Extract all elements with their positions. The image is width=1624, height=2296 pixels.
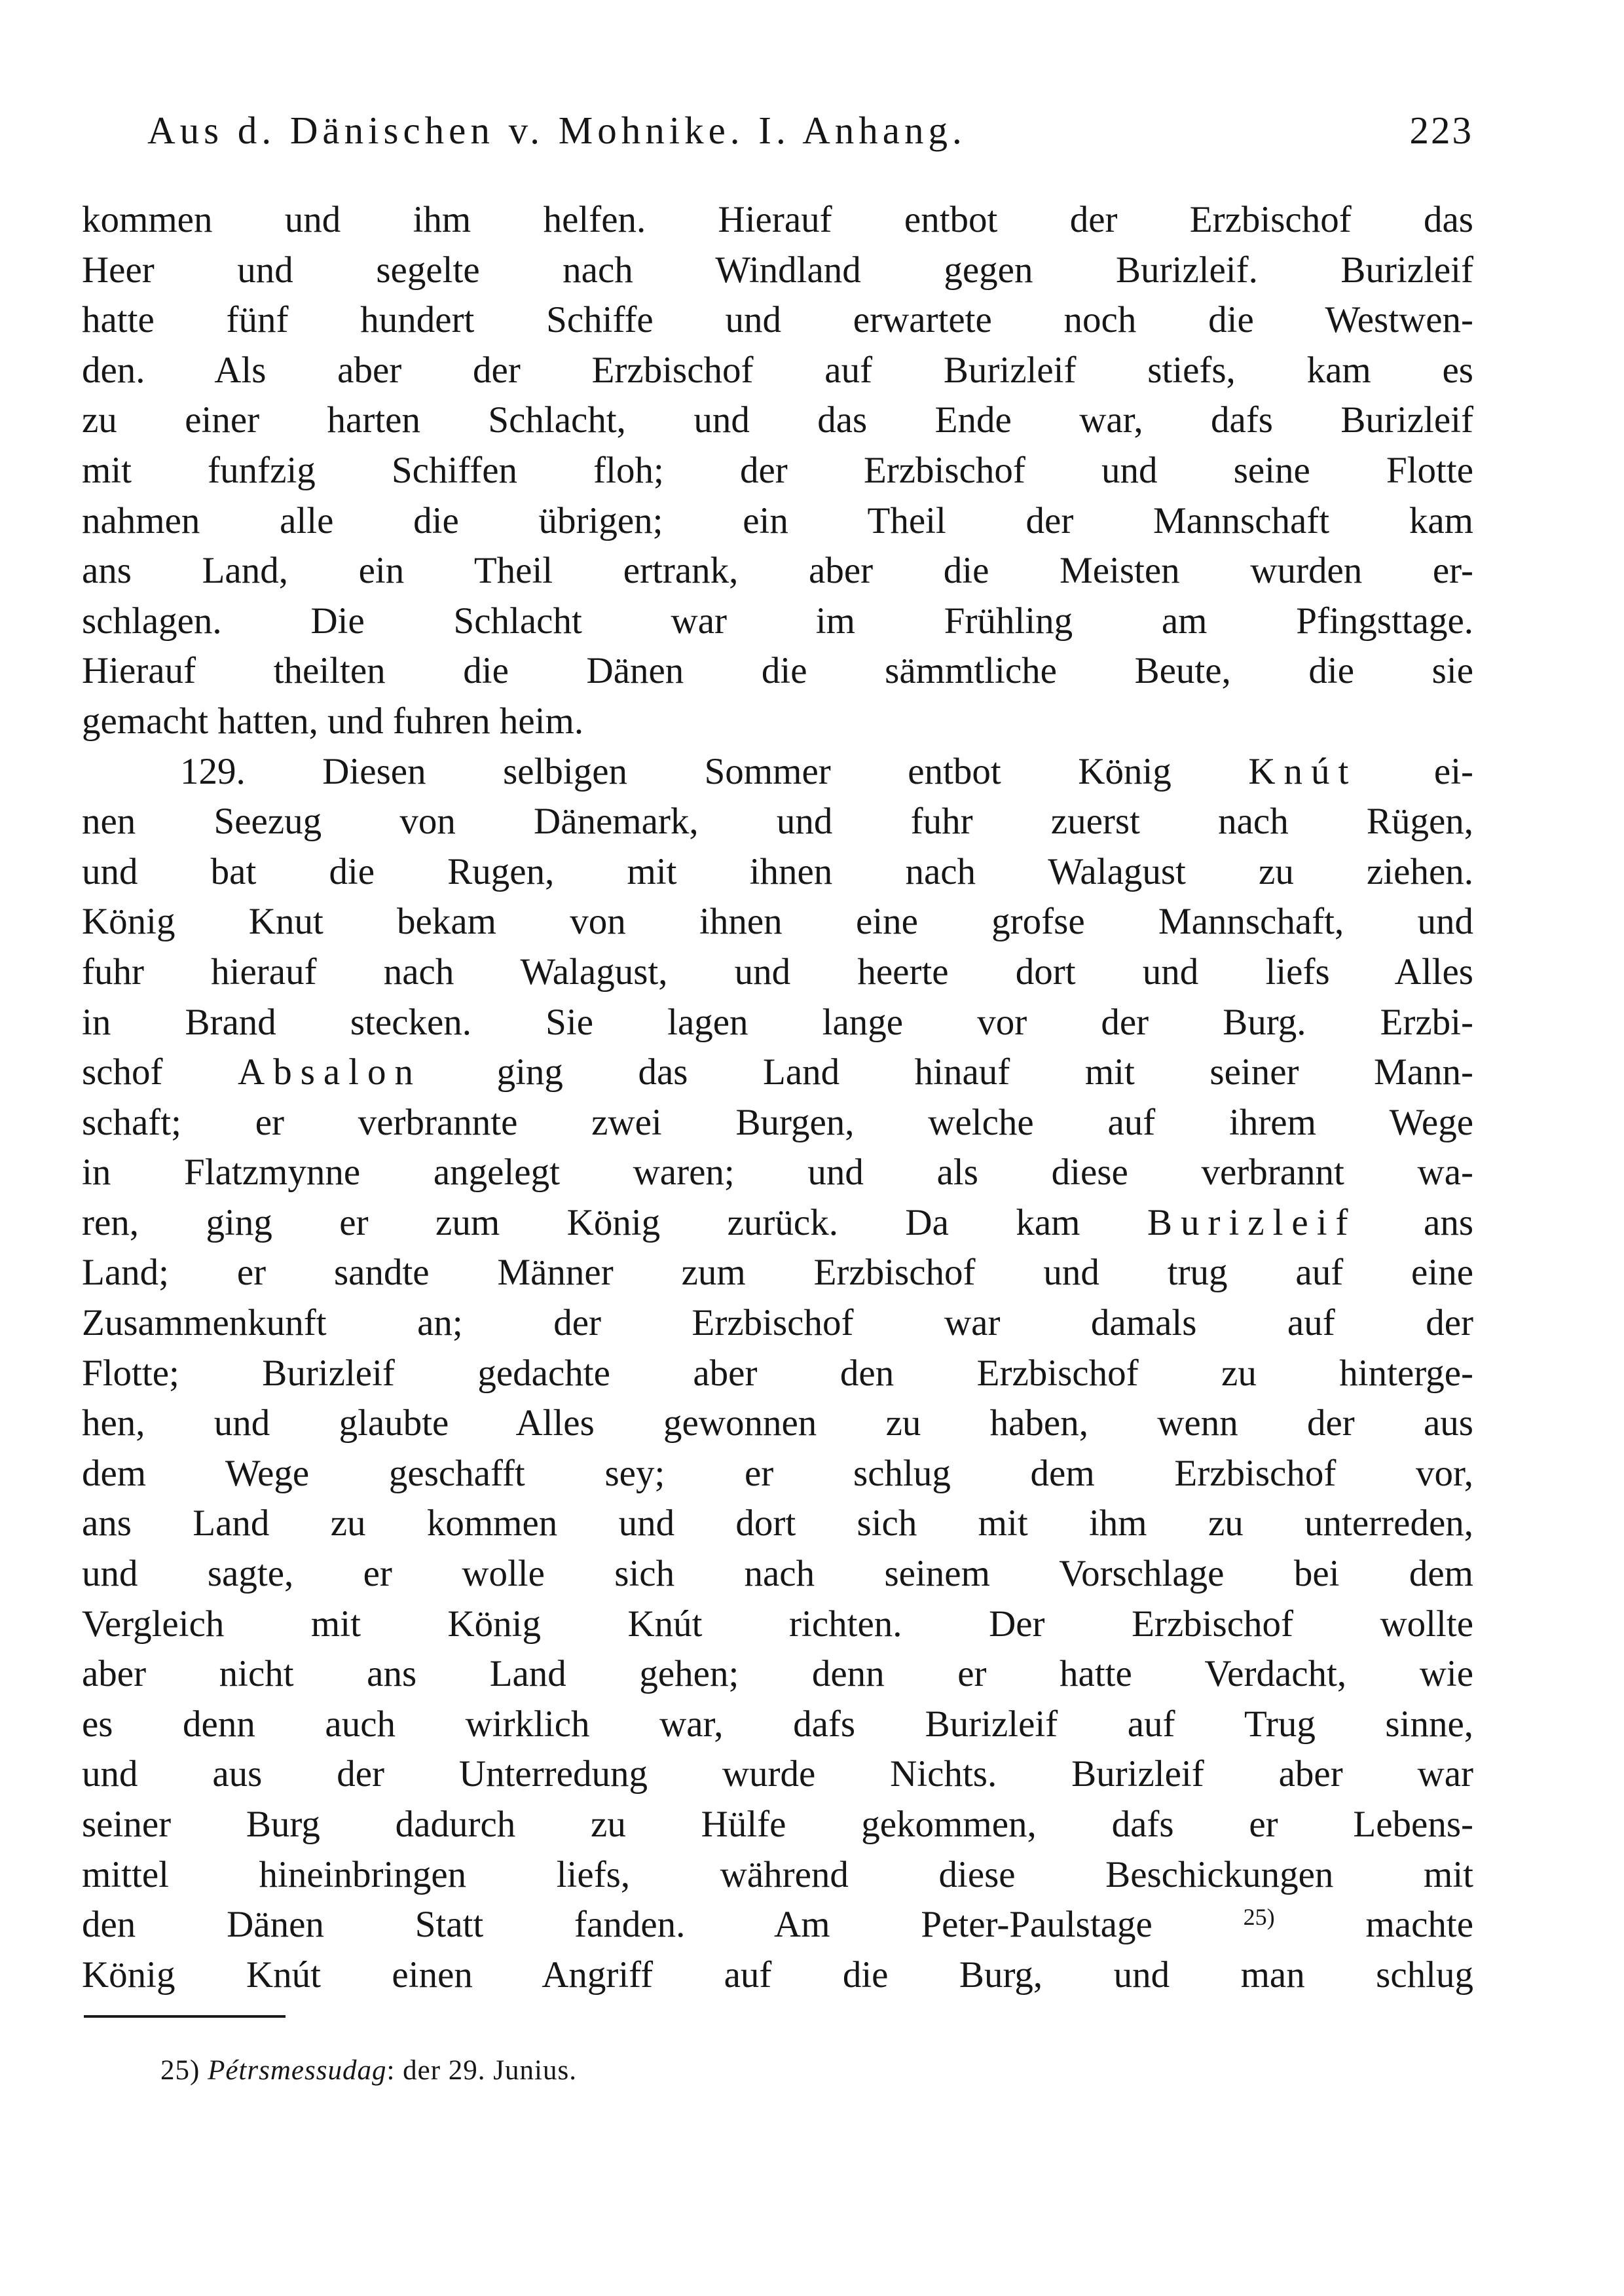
text-line: seiner Burg dadurch zu Hülfe gekommen, dafs er Lebens-: [82, 1804, 1473, 1845]
footnote-reference[interactable]: 25): [1243, 1904, 1275, 1931]
text-line-burizleif: [82, 1198, 1473, 1248]
text-line: und sagte, er wolle sich nach seinem Vorschlage bei dem: [82, 1553, 1473, 1595]
page-number: 223: [1409, 109, 1473, 152]
line-text: ren, ging er zum König zurück. Da kam: [82, 1201, 1080, 1243]
line-text: 129. Diesen selbigen Sommer entbot König: [180, 750, 1172, 792]
body-text: [82, 195, 1473, 2000]
text-line: nen Seezug von Dänemark, und fuhr zuerst nach Rügen,: [82, 801, 1473, 843]
text-line: in Flatzmynne angelegt waren; und als diese verbrannt wa-: [82, 1152, 1473, 1194]
spaced-name-knut: Knút: [1248, 750, 1357, 792]
text-line: Heer und segelte nach Windland gegen Burizleif. Burizleif: [82, 249, 1473, 291]
text-line: fuhr hierauf nach Walagust, und heerte dort und liefs Alles: [82, 951, 1473, 993]
line-text: ans: [1424, 1201, 1473, 1243]
text-line: zu einer harten Schlacht, und das Ende war, dafs Burizleif: [82, 399, 1473, 441]
page-header: [147, 108, 1473, 170]
footnote: [160, 2054, 577, 2086]
line-text: ging das Land hinauf mit seiner Mann-: [496, 1051, 1474, 1093]
text-line: König Knút einen Angriff auf die Burg, und man schlug: [82, 1954, 1473, 1995]
text-line: König Knut bekam von ihnen eine grofse Mannschaft, und: [82, 901, 1473, 943]
footnote-text: : der 29. Junius.: [386, 2055, 577, 2086]
text-line: aber nicht ans Land gehen; denn er hatte Verdacht, wie: [82, 1653, 1473, 1695]
text-line: schaft; er verbrannte zwei Burgen, welche auf ihrem Wege: [82, 1101, 1473, 1143]
spaced-name-absalon: Absalon: [238, 1051, 422, 1093]
line-text: schof: [82, 1051, 163, 1093]
line-text: den Dänen Statt fanden. Am Peter-Paulstage: [82, 1904, 1153, 1946]
text-line: in Brand stecken. Sie lagen lange vor der Burg. Erzbi-: [82, 1001, 1473, 1043]
line-text: machte: [1365, 1904, 1474, 1946]
spaced-name-burizleif: Burizleif: [1147, 1201, 1357, 1243]
text-line: ans Land zu kommen und dort sich mit ihm zu unterreden,: [82, 1503, 1473, 1544]
text-line: mit funfzig Schiffen floh; der Erzbischof und seine Flotte: [82, 449, 1473, 491]
text-line: Zusammenkunft an; der Erzbischof war damals auf der: [82, 1302, 1473, 1344]
footnote-separator: [84, 2015, 286, 2018]
text-line: Flotte; Burizleif gedachte aber den Erzbischof zu hinterge-: [82, 1352, 1473, 1394]
text-line: hen, und glaubte Alles gewonnen zu haben, wenn der aus: [82, 1402, 1473, 1444]
text-line: und aus der Unterredung wurde Nichts. Burizleif aber war: [82, 1753, 1473, 1795]
text-line-absalon: [82, 1048, 1473, 1098]
text-line: gemacht hatten, und fuhren heim.: [82, 700, 584, 742]
line-text: ei-: [1433, 750, 1474, 792]
text-line-footnote-ref: [82, 1900, 1473, 1950]
text-line: es denn auch wirklich war, dafs Burizleif auf Trug sinne,: [82, 1703, 1473, 1745]
text-line: ans Land, ein Theil ertrank, aber die Meisten wurden er-: [82, 550, 1473, 592]
running-title: Aus d. Dänischen v. Mohnike. I. Anhang.: [147, 109, 967, 152]
footnote-number: 25): [160, 2055, 200, 2086]
text-line: Land; er sandte Männer zum Erzbischof und trug auf eine: [82, 1252, 1473, 1294]
text-line: dem Wege geschafft sey; er schlug dem Erzbischof vor,: [82, 1452, 1473, 1494]
text-line: hatte fünf hundert Schiffe und erwartete noch die Westwen-: [82, 299, 1473, 341]
text-line: mittel hineinbringen liefs, während diese Beschickungen mit: [82, 1853, 1473, 1895]
text-line: kommen und ihm helfen. Hierauf entbot der Erzbischof das: [82, 199, 1473, 240]
text-line: Vergleich mit König Knút richten. Der Erzbischof wollte: [82, 1603, 1473, 1645]
text-line: nahmen alle die übrigen; ein Theil der Mannschaft kam: [82, 500, 1473, 541]
section-129-first-line: [82, 747, 1473, 797]
text-line: Hierauf theilten die Dänen die sämmtliche Beute, die sie: [82, 650, 1473, 692]
footnote-term: Pétrsmessudag: [208, 2055, 387, 2086]
text-line: den. Als aber der Erzbischof auf Burizleif stiefs, kam es: [82, 349, 1473, 391]
text-line: schlagen. Die Schlacht war im Frühling am Pfingsttage.: [82, 600, 1473, 642]
text-line: und bat die Rugen, mit ihnen nach Walagust zu ziehen.: [82, 850, 1473, 892]
